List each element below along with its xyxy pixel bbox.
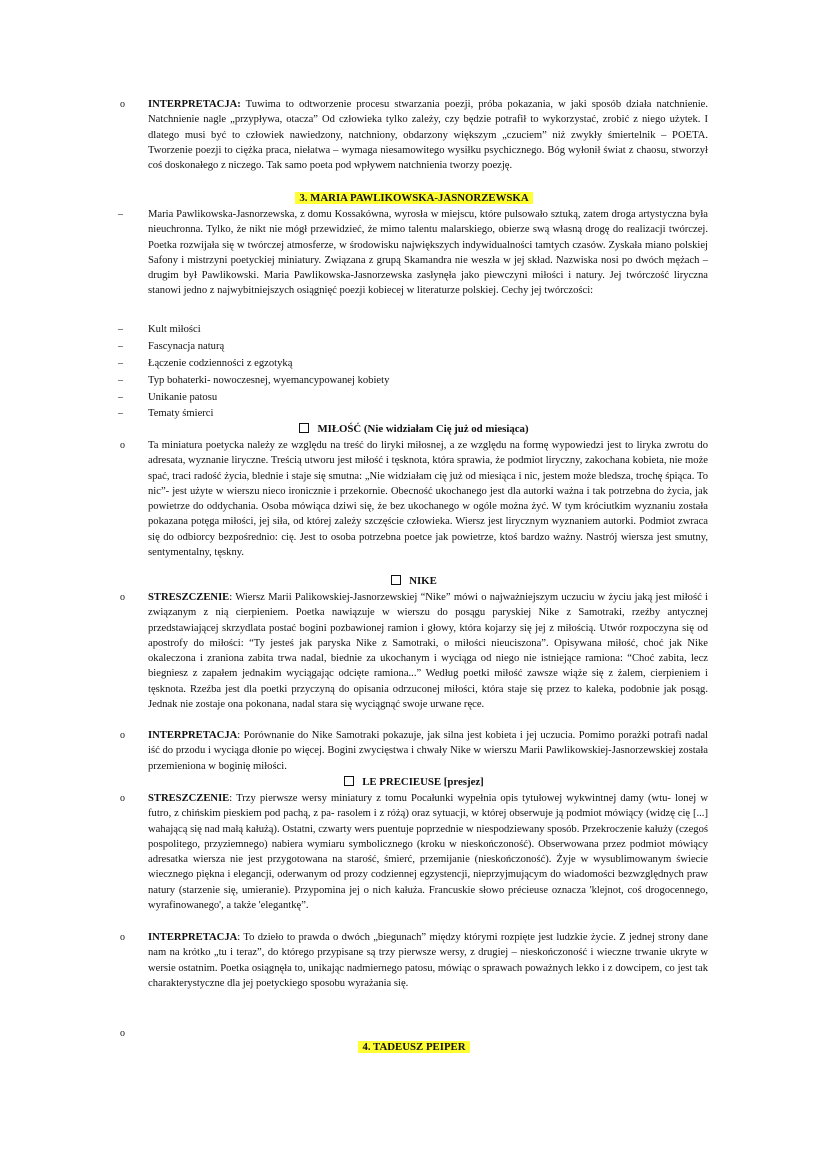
feature-text: Unikanie patosu (148, 392, 218, 403)
bullet-circle: o (120, 793, 125, 804)
feature-item (118, 322, 708, 337)
feature-item (118, 406, 708, 421)
feature-text: Tematy śmierci (148, 408, 214, 419)
summary-text: : Wiersz Marii Palikowskiej-Jasnorzewskiej “Nike” mówi o najważniejszym uczuciu w życiu jaką jest miłość i związanym z nią cierpieniem. Poetka nawiązuje w wierszu do posągu paryskiej Nike z Samotraki, rzeźby antycznej przedstawiającej skrzydlata postać bogini pozbawionej ramion i głowy, która kojarzy się jej z miłością. Utwór rozpoczyna się od apostrofy do miłości: “Ty jesteś jak paryska Nike z Samotraki, o miłości nieuciszona”. Opisywana miłość, choć jak Nike okaleczona i zraniona zabita trwa nadal, biednie za ukochanym i wyciąga od niego nie istniejące ramiona: “Choć zabita, lecz biegniesz z zapałem jednakim wyciągając odcięte ramiona...” Według poetki miłość zawsze wiąże się z żalem, cierpieniem i tęsknota. Rzeźba jest dla poetki przyczyną do opisania odrzuconej miłości, która staje się przez to kaleka, podobnie jak posąg. Jednak nie zostaje ona pokonana, nadal stara się wyciągnąć swoje urwane ręce. (148, 592, 708, 711)
biography-paragraph (118, 207, 708, 299)
bullet-dash: – (118, 324, 123, 335)
precieuse-title: LE PRECIEUSE [presjez] (362, 776, 484, 788)
nike-summary-paragraph (120, 590, 708, 712)
bullet-dash: – (118, 375, 123, 386)
precieuse-interpretation-paragraph (120, 930, 708, 991)
bullet-circle: o (120, 99, 125, 110)
bullet-dash: – (118, 341, 123, 352)
milosc-paragraph (120, 438, 708, 560)
biography-text: Maria Pawlikowska-Jasnorzewska, z domu Kossakówna, wyrosła w miejscu, które pulsowało sztuką, zatem droga artystyczna była nieuchronna. Tylko, że nikt nie mógł przewidzieć, że mimo talentu malarskiego, obierze swą własną drogę do realizacji twórczej. Poetka rozwijała się w twórczej atmosferze, w środowisku największych indywidualności tamtych czasów. Zyskała miano polskiej Safony i mistrzyni poetyckiej miniatury. Związana z grupą Skamandra nie weszła w jej skład. Nazwiska nosi po dwóch mężach – drugim był Pawlikowski. Maria Pawlikowska-Jasnorzewska zasłynęła jako piewczyni miłości i natury. Jej twórczość liryczna stanowi jedno z najwybitniejszych osiągnięć poezji kobiecej w literaturze polskiej. Cechy jej twórczości: (148, 209, 708, 297)
feature-item (118, 390, 708, 405)
milosc-text: Ta miniatura poetycka należy ze względu na treść do liryki miłosnej, a ze względu na formę wypowiedzi jest to liryka zwrotu do adresata, wyznanie liryczne. Treścią utworu jest miłość i tęsknota, która sprawia, że podmiot liryczny, zakochana kobieta, nie może spać, traci radość życia, blednie i staje się smutna: „Nie widziałam cię już od miesiąca i nic, jestem może bledsza, trochę śpiąca. To nic”- jest użyte w wierszu nieco ironicznie i przekornie. Obecność ukochanego jest dla autorki ważna i tak potrzebna do życia, jak powietrze do oddychania. Osoba mówiąca dziwi się, że bez ukochanego w ogóle można żyć. W tym króciutkim wyznaniu została pokazana potęga miłości, jej siła, od której zależy szczęście człowieka. Wiersz jest lirycznym wyznaniem autorki. Podmiot zwraca się do odbiorcy bezpośrednio: cię. Jest to osoba potrzebna poetce jak powietrze, ktoś bardzo ważny. Nastrój wiersza jest smutny, sentymentalny, tęskny. (148, 440, 708, 559)
feature-item (118, 356, 708, 371)
bullet-dash: – (118, 392, 123, 403)
nike-title: NIKE (409, 575, 437, 587)
feature-text: Typ bohaterki- nowoczesnej, wyemancypowanej kobiety (148, 375, 390, 386)
checkbox-square-icon (391, 575, 401, 585)
bullet-circle: o (120, 932, 125, 943)
bullet-circle: o (120, 440, 125, 451)
interpretation-label: INTERPRETACJA (148, 730, 238, 741)
nike-interpretation-paragraph (120, 728, 708, 774)
section-heading-4 (0, 1040, 828, 1055)
interpretation-label: INTERPRETACJA (148, 932, 238, 943)
subsection-heading-precieuse (0, 775, 828, 790)
bullet-dash: – (118, 209, 123, 220)
subsection-heading-milosc (0, 422, 828, 437)
bullet-circle: o (120, 1028, 125, 1039)
feature-text: Łączenie codzienności z egzotyką (148, 358, 293, 369)
feature-text: Kult miłości (148, 324, 201, 335)
summary-label: STRESZCZENIE (148, 592, 230, 603)
precieuse-summary-paragraph (120, 791, 708, 913)
interpretation-text: : To dzieło to prawda o dwóch „biegunach” między którymi rozpięte jest ludzkie życie. Z jednej strony dane nam na krótko „tu i teraz”, do którego przypisane są trzy pierwsze wersy, z drugiej – nieskończoność i wieczne trwanie ukryte w wersie ostatnim. Poetka osiągnęła to, unikając nadmiernego patosu, mówiąc o sprawach poważnych lekko i z dowcipem, co jest tak charakterystyczne dla jej poetyckiego sposobu wyrażania się. (148, 932, 708, 989)
bullet-circle: o (120, 730, 125, 741)
heading-highlight: 4. TADEUSZ PEIPER (358, 1041, 469, 1053)
subsection-heading-nike (0, 574, 828, 589)
section-heading-3 (0, 191, 828, 206)
bullet-circle: o (120, 592, 125, 603)
feature-text: Fascynacja naturą (148, 341, 225, 352)
tuwim-interpretation-paragraph (120, 97, 708, 173)
feature-item (118, 373, 708, 388)
bullet-dash: – (118, 358, 123, 369)
heading-highlight: 3. MARIA PAWLIKOWSKA-JASNORZEWSKA (295, 192, 532, 204)
interpretation-text: Tuwima to odtworzenie procesu stwarzania poezji, próba pokazania, w jaki sposób działa natchnienie. Natchnienie nagle „przypływa, otacza” Od człowieka tylko zależy, czy będzie potrafił to wykorzystać, zrobić z niego użytek. I dlatego musi być to człowiek nawiedzony, natchniony, obdarzony większym „czuciem” niż zwykły śmiertelnik – POETA. Tworzenie poezji to ciężka praca, niełatwa – wymaga niesamowitego wysiłku psychicznego. Bóg wyłonił świat z chaosu, stworzył coś doskonałego z niczego. Tak samo poeta pod wpływem natchnienia tworzy poezję. (148, 99, 708, 172)
checkbox-square-icon (344, 776, 354, 786)
milosc-title: MIŁOŚĆ (Nie widziałam Cię już od miesiąca) (317, 423, 529, 435)
summary-label: STRESZCZENIE (148, 793, 230, 804)
interpretation-text: : Porównanie do Nike Samotraki pokazuje, jak silna jest kobieta i jej uczucia. Pomimo porażki potrafi nadal iść do przodu i wyciąga dłonie po więcej. Bogini zwycięstwa i chwały Nike w wierszu Marii Pawlikowskiej-Jasnorzewskiej została przemieniona w boginię miłości. (148, 730, 708, 772)
summary-text: : Trzy pierwsze wersy miniatury z tomu Pocałunki wypełnia opis tytułowej wykwintnej damy (wtu- lonej w futro, z chińskim pieskiem pod pachą, z pa- rasolem i z różą) oraz sytuacji, w której obserwuje ją podmiot mówiący (widzę cię [...] wahającą się nad małą kałużą). Ostatni, czwarty wers puentuje poprzednie w niespodziewany sposób. Przekroczenie kałuży (czegoś pospolitego, przyziemnego) nabiera wymiaru symbolicznego (kroku w nieskończoność). Obserwowana przez podmiot mówiący adresatka wiersza nie jest przygotowana na starość, śmierć, przemijanie (nieskończoność). Żyje w wysublimowanym świecie wiecznego piękna i elegancji, oderwanym od prozy codziennej egzystencji, nieprzyjmującym do wiadomości bezwzględnych praw natury (starzenie się, umieranie). Przypomina jej o nich kałuża. Francuskie słowo précieuse oznacza 'klejnot, coś drogocennego, wyrafinowanego', a także 'elegantkę”. (148, 793, 708, 912)
feature-item (118, 339, 708, 354)
checkbox-square-icon (299, 423, 309, 433)
interpretation-label: INTERPRETACJA: (148, 99, 241, 110)
bullet-dash: – (118, 408, 123, 419)
